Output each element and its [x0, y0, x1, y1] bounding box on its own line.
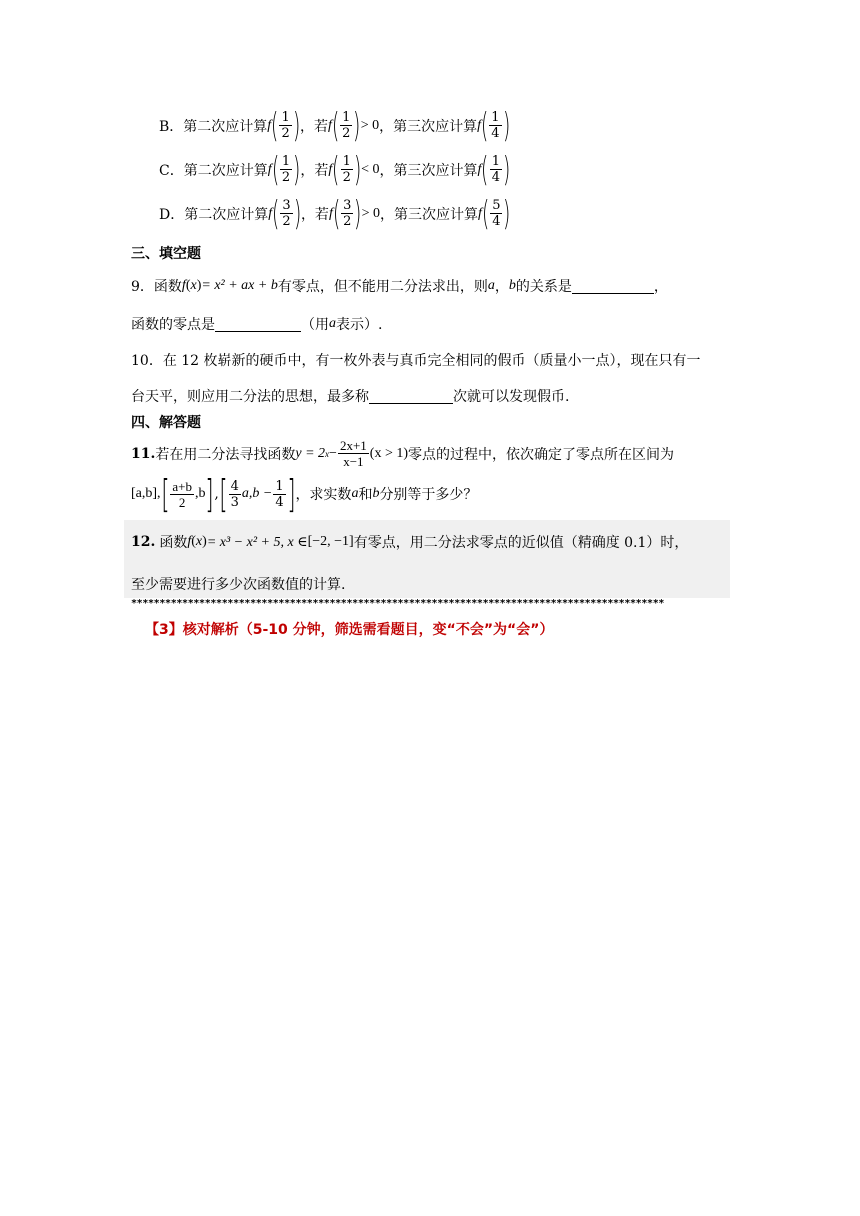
f-symbol: f	[328, 205, 333, 221]
q11-exponent: x	[325, 448, 330, 459]
q9-expression: = x² + ax + b	[201, 278, 278, 293]
right-paren: )	[502, 105, 510, 146]
fraction-numerator: 3	[282, 198, 291, 213]
paren-x: (x)	[185, 278, 202, 293]
q9-comma-end: ，	[653, 279, 668, 295]
option-c-end: ，第三次应计算	[379, 162, 478, 179]
left-paren: (	[271, 105, 279, 146]
left-paren: (	[481, 193, 490, 234]
q12-expression: = x³ − x² + 5, x ∈	[206, 534, 308, 550]
left-bracket: [	[160, 472, 170, 516]
f-symbol: f	[267, 161, 272, 177]
question-10-line-1: 10．在 12 枚崭新的硬币中，有一枚外表与真币完全相同的假币（质量小一点），现在只有一	[131, 353, 701, 369]
fraction-denominator: 4	[491, 170, 500, 185]
fraction-denominator: 2	[282, 214, 291, 229]
interval-2-tail: ,b	[194, 486, 206, 501]
fraction-denominator: 3	[230, 494, 239, 510]
fraction	[338, 438, 369, 469]
option-c-mid: ，若	[300, 162, 329, 179]
option-d-mid: ，若	[300, 206, 329, 223]
option-b-label: B．第二次应计算	[159, 118, 268, 135]
fraction-denominator: 2	[281, 170, 291, 185]
fraction-denominator: 2	[342, 170, 351, 185]
fraction	[490, 198, 502, 229]
left-paren: (	[272, 193, 280, 234]
option-c-label: C．第二次应计算	[159, 162, 268, 179]
q9-line2-a: 函数的零点是	[131, 317, 215, 333]
fraction-denominator: 4	[275, 494, 284, 510]
q9-line2-b: （用	[301, 317, 329, 333]
star-divider: **********************************************************************************************	[131, 598, 665, 609]
f-symbol: f	[477, 117, 481, 133]
option-d-condition: > 0	[361, 205, 381, 221]
answer-blank[interactable]	[215, 317, 301, 332]
question-9-line-2	[131, 314, 382, 334]
fraction-numerator: 4	[230, 478, 239, 494]
var-a: a	[351, 486, 359, 501]
interval-1: [a,b],	[131, 486, 161, 501]
option-d	[159, 193, 511, 234]
fraction	[490, 154, 502, 185]
q10-line2-a: 台天平，则应用二分法的思想，最多称	[131, 389, 369, 405]
q12-number: 12.	[131, 534, 156, 550]
q11-condition: (x > 1)	[369, 445, 409, 461]
left-paren: (	[331, 105, 340, 146]
question-9-line-1	[131, 276, 668, 296]
var-b: b	[372, 486, 380, 501]
option-b-mid: ，若	[300, 118, 328, 135]
q9-text-2: 的关系是	[515, 279, 572, 295]
right-paren: )	[293, 193, 301, 234]
f-symbol: f	[268, 205, 273, 221]
var-a: a	[487, 278, 495, 293]
right-paren: )	[354, 193, 362, 234]
q11-number: 11.	[131, 445, 156, 462]
f-symbol: f	[328, 117, 332, 133]
fraction-numerator: 1	[491, 154, 500, 169]
option-d-end: ，第三次应计算	[380, 206, 479, 223]
left-bracket: [	[219, 472, 228, 516]
left-paren: (	[480, 105, 489, 146]
var-a: a	[329, 316, 336, 331]
comma: ,	[214, 486, 219, 502]
fraction	[341, 154, 353, 185]
q11-expr-base: y = 2	[295, 445, 326, 461]
q11-text-3: ，求实数	[295, 487, 352, 503]
fraction	[489, 110, 501, 141]
option-b-end: ，第三次应计算	[379, 118, 478, 135]
left-paren: (	[481, 149, 489, 190]
q12-interval: −2, −1	[312, 534, 350, 549]
q11-text-1: 若在用二分法寻找函数	[155, 446, 296, 463]
right-paren: )	[503, 193, 511, 234]
right-paren: )	[353, 149, 362, 190]
fraction-numerator: 1	[281, 154, 291, 169]
fraction-numerator: a+b	[172, 478, 192, 494]
q11-text-2: 零点的过程中，依次确定了零点所在区间为	[408, 446, 675, 463]
right-paren: )	[353, 105, 361, 146]
q9-text-1: 有零点，但不能用二分法求出，则	[277, 279, 488, 295]
option-d-label: D．第二次应计算	[159, 206, 269, 223]
right-bracket: ]	[286, 472, 296, 516]
right-bracket: ]	[205, 472, 214, 516]
fraction-denominator: 4	[491, 126, 500, 141]
fraction	[280, 154, 292, 185]
fraction	[279, 110, 291, 141]
question-11-line-1	[131, 438, 674, 469]
question-10-line-2	[131, 386, 569, 406]
fraction-denominator: 2	[281, 126, 290, 141]
left-paren: (	[332, 193, 341, 234]
fraction-denominator: 2	[342, 126, 351, 141]
fraction-numerator: 1	[342, 154, 351, 169]
right-paren: )	[292, 105, 301, 146]
fraction	[273, 479, 285, 510]
q11-text-4: 和	[358, 487, 373, 503]
fraction	[170, 479, 194, 510]
f-symbol: f	[328, 161, 333, 177]
fraction	[280, 198, 292, 229]
fraction-numerator: 2x+1	[339, 438, 367, 453]
fraction-denominator: 4	[492, 214, 501, 229]
question-11-line-2	[131, 472, 478, 516]
fraction-numerator: 3	[343, 198, 352, 213]
paren-x: (x)	[191, 534, 207, 549]
q9-comma: ，	[494, 279, 509, 295]
option-c-condition: < 0	[361, 161, 380, 177]
interval-3-mid: a,b −	[241, 486, 273, 501]
right-paren: )	[293, 149, 301, 190]
section-heading-fill-in: 三、填空题	[131, 246, 201, 262]
q11-text-5: 分别等于多少？	[379, 487, 478, 503]
q12-text-1: 函数	[159, 535, 188, 551]
left-bracket-small: [	[307, 534, 313, 549]
var-b: b	[508, 278, 516, 293]
fraction-numerator: 1	[275, 478, 284, 494]
q9-prefix: 9．函数	[131, 279, 182, 295]
f-symbol: f	[181, 278, 186, 293]
fraction-numerator: 1	[491, 110, 500, 125]
f-symbol: f	[187, 534, 192, 549]
f-symbol: f	[478, 205, 482, 221]
fraction	[340, 110, 352, 141]
right-paren: )	[502, 149, 511, 190]
section-heading-answer: 四、解答题	[131, 415, 201, 431]
option-b-condition: > 0	[360, 117, 380, 133]
answer-blank[interactable]	[369, 389, 453, 404]
fraction-numerator: 5	[492, 198, 501, 213]
question-12-line-1	[131, 532, 688, 552]
review-instruction: 【3】核对解析（5-10 分钟，筛选需看题目，变“不会”为“会”）	[145, 622, 554, 638]
fraction-numerator: 1	[342, 110, 351, 125]
fraction-denominator: 2	[178, 494, 186, 510]
q9-line2-c: 表示）.	[336, 317, 383, 333]
left-paren: (	[332, 149, 340, 190]
fraction-denominator: 2	[343, 214, 352, 229]
answer-blank[interactable]	[572, 279, 654, 294]
fraction	[229, 479, 241, 510]
option-c	[159, 149, 511, 190]
fraction	[341, 198, 353, 229]
minus-sign: −	[329, 445, 337, 461]
f-symbol: f	[267, 117, 272, 133]
fraction-numerator: 1	[281, 110, 290, 125]
q10-line2-b: 次就可以发现假币.	[453, 389, 570, 405]
question-12-line-2: 至少需要进行多少次函数值的计算.	[131, 577, 346, 593]
f-symbol: f	[477, 161, 482, 177]
right-bracket-small: ]	[349, 534, 354, 549]
q12-text-2: 有零点，用二分法求零点的近似值（精确度 0.1）时，	[353, 535, 689, 551]
left-paren: (	[271, 149, 279, 190]
option-b	[159, 105, 510, 146]
fraction-denominator: x−1	[343, 454, 364, 469]
